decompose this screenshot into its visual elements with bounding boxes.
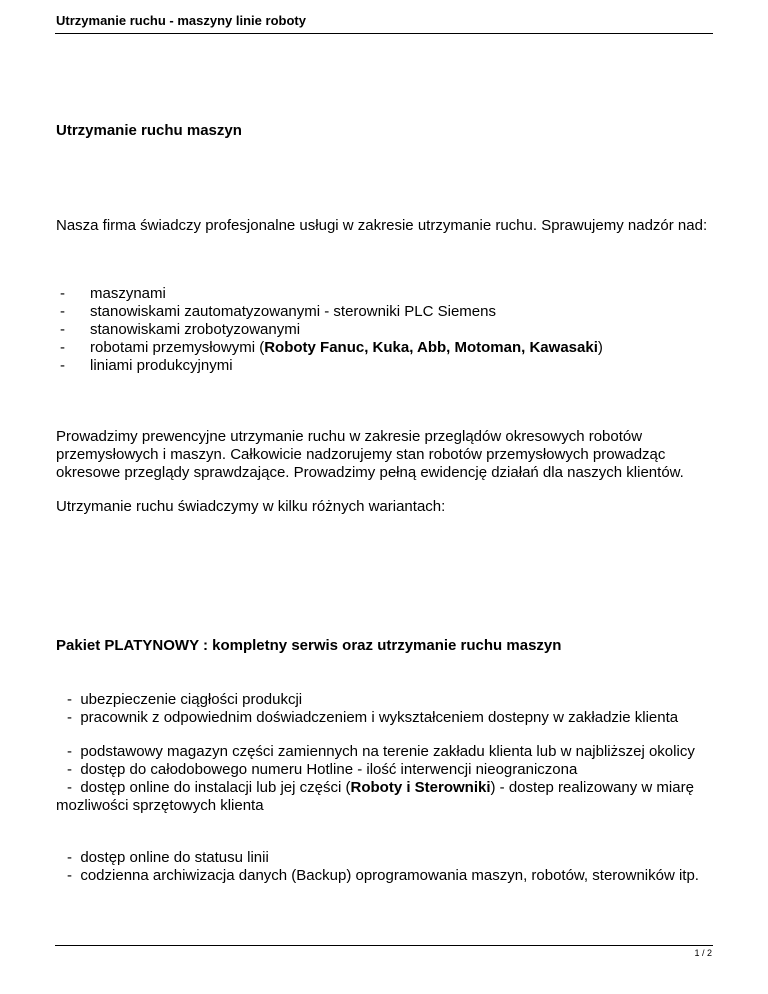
list-item: - pracownik z odpowiednim doświadczeniem i wykształceniem dostepny w zakładzie klienta	[67, 709, 679, 726]
variants-paragraph: Utrzymanie ruchu świadczymy w kilku różnych wariantach:	[56, 498, 446, 515]
platinum-group-3	[56, 849, 716, 885]
list-item: - dostęp online do statusu linii	[67, 849, 269, 866]
list-item: - robotami przemysłowymi (Roboty Fanuc, Kuka, Abb, Motoman, Kawasaki)	[60, 339, 603, 356]
platinum-group-1	[56, 691, 716, 727]
section-heading-platinum: Pakiet PLATYNOWY : kompletny serwis oraz utrzymanie ruchu maszyn	[56, 637, 562, 654]
intro-paragraph: Nasza firma świadczy profesjonalne usługi w zakresie utrzymanie ruchu. Sprawujemy nadzór nad:	[56, 217, 708, 234]
robot-brands: Roboty Fanuc, Kuka, Abb, Motoman, Kawasaki	[264, 339, 598, 356]
footer-rule	[55, 945, 713, 946]
supervision-list	[56, 285, 716, 375]
list-item: - ubezpieczenie ciągłości produkcji	[67, 691, 303, 708]
list-item: - stanowiskami zrobotyzowanymi	[60, 321, 301, 338]
section-heading-maintenance: Utrzymanie ruchu maszyn	[56, 122, 242, 139]
preventive-maintenance-paragraph: Prowadzimy prewencyjne utrzymanie ruchu w zakresie przeglądów okresowych robotów przemysłowych i maszyn. Całkowicie nadzorujemy stan robotów przemysłowych prowadząc okresowe przeglądy sprawdzające. Prowadzimy pełną ewidencję działań dla naszych klientów.	[56, 428, 684, 481]
list-item: - dostęp do całodobowego numeru Hotline - ilość interwencji nieograniczona	[67, 761, 578, 778]
list-item: - podstawowy magazyn części zamiennych na terenie zakładu klienta lub w najbliższej okolicy	[67, 743, 695, 760]
list-item: - stanowiskami zautomatyzowanymi - sterowniki PLC Siemens	[60, 303, 496, 320]
platinum-group-2	[56, 743, 716, 815]
page-number: 1 / 2	[694, 948, 712, 958]
list-item: - liniami produkcyjnymi	[60, 357, 233, 374]
header-rule	[55, 33, 713, 34]
list-item: - maszynami	[60, 285, 166, 302]
document-header-title: Utrzymanie ruchu - maszyny linie roboty	[56, 13, 306, 28]
list-item: - codzienna archiwizacja danych (Backup) oprogramowania maszyn, robotów, sterowników itp.	[67, 867, 699, 884]
list-item: - dostęp online do instalacji lub jej części (Roboty i Sterowniki) - dostep realizowany w miarę mozliwości sprzętowych klienta	[56, 779, 694, 814]
